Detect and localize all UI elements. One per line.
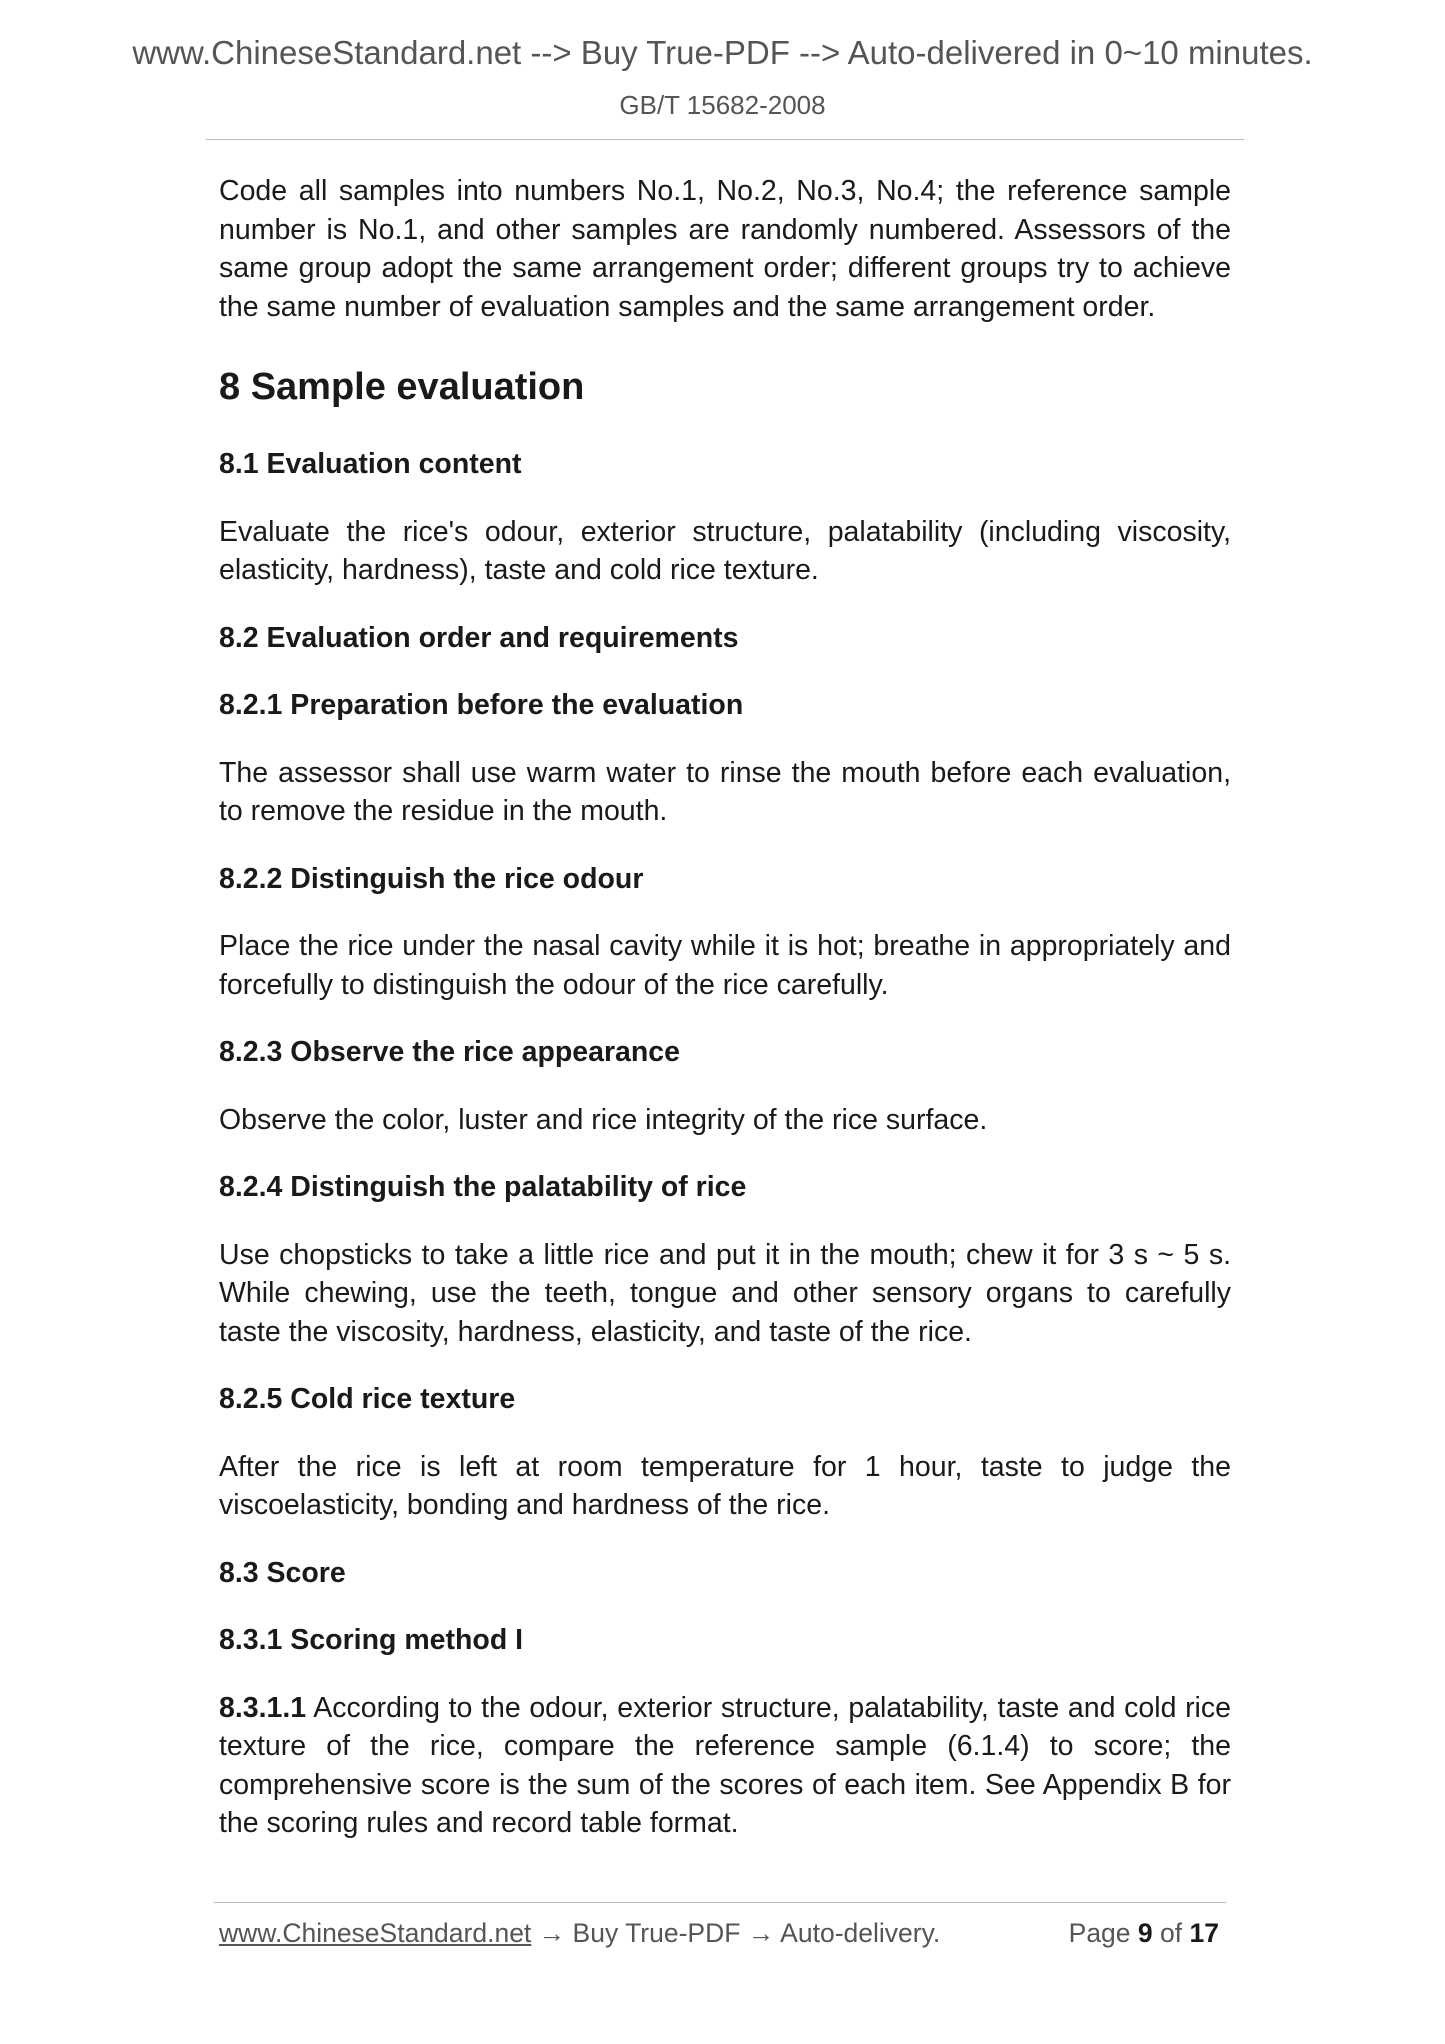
section-8-1-heading: 8.1 Evaluation content (219, 448, 522, 480)
header-divider (206, 139, 1244, 140)
section-8-2-3-text: Observe the color, luster and rice integrity of the rice surface. (219, 1103, 988, 1136)
section-8-2-5-text: After the rice is left at room temperature for 1 hour, taste to judge the viscoelasticity, bonding and hardness of the rice. (219, 1450, 1231, 1521)
total-pages-number: 17 (1189, 1918, 1219, 1948)
section-8-2-4-heading: 8.2.4 Distinguish the palatability of rice (219, 1171, 747, 1203)
top-banner: www.ChineseStandard.net --> Buy True-PDF --> Auto-delivered in 0~10 minutes. (132, 34, 1313, 71)
section-8-heading: 8 Sample evaluation (219, 366, 585, 408)
page-content (219, 172, 1231, 1843)
section-8-2-3-heading: 8.2.3 Observe the rice appearance (219, 1036, 681, 1068)
section-8-2-4-text: Use chopsticks to take a little rice and put it in the mouth; chew it for 3 s ~ 5 s. While chewing, use the teeth, tongue and other sensory organs to carefully taste the viscosity, hardness, elasticity, and taste of the rice. (219, 1238, 1231, 1348)
clause-8-3-1-1-label: 8.3.1.1 (219, 1691, 307, 1724)
current-page-number: 9 (1137, 1918, 1153, 1948)
section-8-3-heading: 8.3 Score (219, 1556, 346, 1589)
section-8-3-1-1-paragraph (219, 1689, 1231, 1843)
footer-divider (214, 1902, 1226, 1903)
section-8-2-1-text: The assessor shall use warm water to rinse the mouth before each evaluation, to remove the residue in the mouth. (219, 756, 1231, 827)
page-footer (219, 1918, 1231, 1949)
page-word: Page (1068, 1918, 1131, 1948)
of-word: of (1160, 1918, 1183, 1948)
intro-paragraph: Code all samples into numbers No.1, No.2, No.3, No.4; the reference sample number is No.1, and other samples are randomly numbered. Assessors of the same group adopt the same arrangement order; different groups try to achieve the same number of evaluation samples and the same arrangement order. (219, 175, 1231, 323)
footer-site-link[interactable]: www.ChineseStandard.net (219, 1918, 532, 1948)
section-8-3-1-heading: 8.3.1 Scoring method I (219, 1624, 524, 1656)
section-8-2-5-heading: 8.2.5 Cold rice texture (219, 1383, 516, 1415)
page-indicator (1069, 1918, 1219, 1949)
section-8-2-2-heading: 8.2.2 Distinguish the rice odour (219, 862, 644, 895)
section-8-1-text: Evaluate the rice's odour, exterior structure, palatability (including viscosity, elasticity, hardness), taste and cold rice texture. (219, 515, 1231, 586)
clause-8-3-1-1-text: According to the odour, exterior structure, palatability, taste and cold rice texture of the rice, compare the reference sample (6.1.4) to score; the comprehensive score is the sum of the scores of each item. See Appendix B for the scoring rules and record table format. (219, 1691, 1231, 1839)
section-8-2-2-text: Place the rice under the nasal cavity while it is hot; breathe in appropriately and forcefully to distinguish the odour of the rice carefully. (219, 930, 1231, 1001)
footer-tagline: → Buy True-PDF → Auto-delivery. (538, 1918, 941, 1948)
document-code: GB/T 15682-2008 (619, 90, 826, 120)
section-8-2-heading: 8.2 Evaluation order and requirements (219, 621, 739, 654)
section-8-2-1-heading: 8.2.1 Preparation before the evaluation (219, 689, 744, 721)
